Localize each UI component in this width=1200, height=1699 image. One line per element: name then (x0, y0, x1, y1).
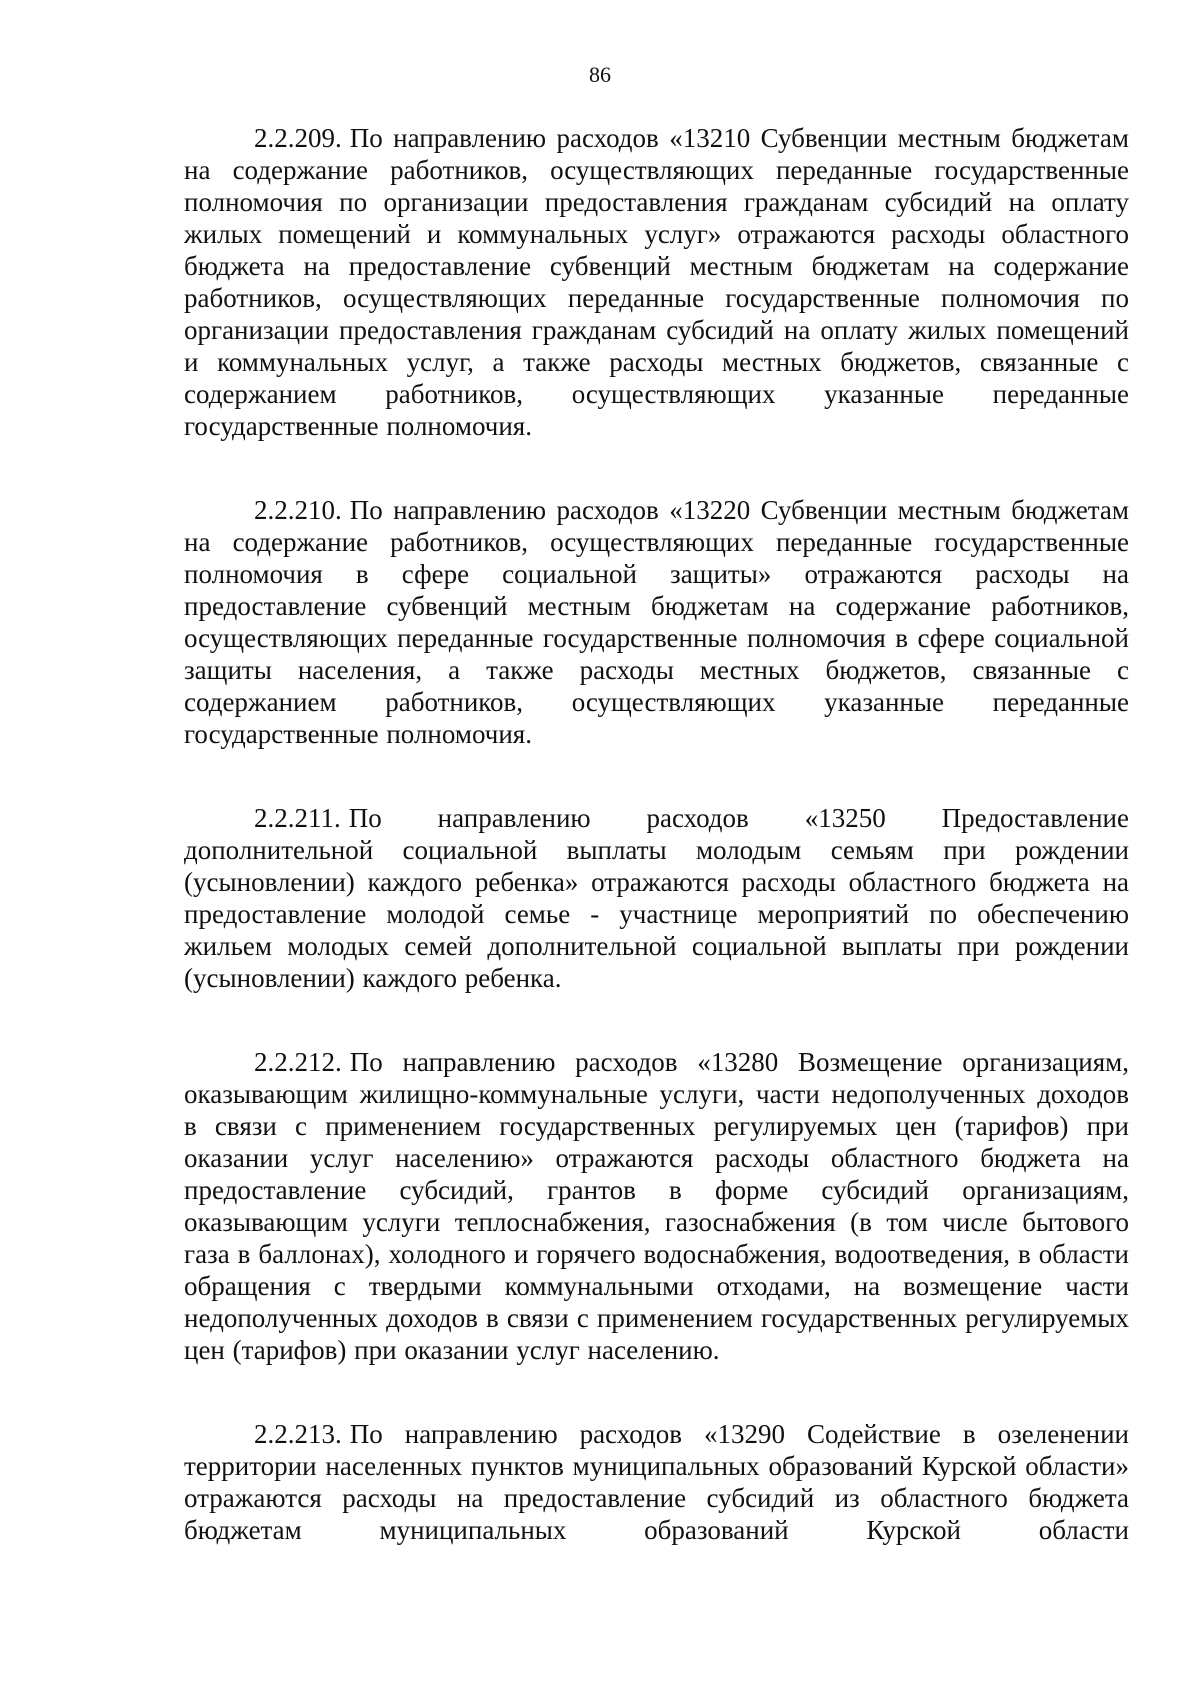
paragraph-2-2-213 (184, 1418, 1129, 1546)
paragraph-text: По направлению расходов «13220 Субвенции местным бюджетам на содержание работников, осуществляющих переданные государственные полномочия в сфере социальной защиты» отражаются расходы на предоставление субвенций местным бюджетам на содержание работников, осуществляющих переданные государственные полномочия в сфере социальной защиты населения, а также расходы местных бюджетов, связанные с содержанием работников, осуществляющих указанные переданные государственные полномочия. (184, 495, 1129, 749)
paragraph-text: По направлению расходов «13210 Субвенции местным бюджетам на содержание работников, осуществляющих переданные государственные полномочия по организации предоставления гражданам субсидий на оплату жилых помещений и коммунальных услуг» отражаются расходы областного бюджета на предоставление субвенций местным бюджетам на содержание работников, осуществляющих переданные государственные полномочия по организации предоставления гражданам субсидий на оплату жилых помещений и коммунальных услуг, а также расходы местных бюджетов, связанные с содержанием работников, осуществляющих указанные переданные государственные полномочия. (184, 123, 1129, 441)
paragraph-text: По направлению расходов «13250 Предоставление дополнительной социальной выплаты молодым семьям при рождении (усыновлении) каждого ребенка» отражаются расходы областного бюджета на предоставление молодой семье - участнице мероприятий по обеспечению жильем молодых семей дополнительной социальной выплаты при рождении (усыновлении) каждого ребенка. (184, 803, 1129, 993)
page-number: 86 (589, 62, 611, 87)
paragraph-number: 2.2.213. (254, 1419, 342, 1449)
paragraph-text: По направлению расходов «13290 Содействие в озеленении территории населенных пунктов муниципальных образований Курской области» отражаются расходы на предоставление субсидий из областного бюджета бюджетам муниципальных образований Курской области (184, 1419, 1129, 1545)
paragraph-2-2-209 (184, 122, 1129, 442)
paragraph-number: 2.2.212. (254, 1047, 342, 1077)
paragraph-text: По направлению расходов «13280 Возмещение организациям, оказывающим жилищно-коммунальные услуги, части недополученных доходов в связи с применением государственных регулируемых цен (тарифов) при оказании услуг населению» отражаются расходы областного бюджета на предоставление субсидий, грантов в форме субсидий организациям, оказывающим услуги теплоснабжения, газоснабжения (в том числе бытового газа в баллонах), холодного и горячего водоснабжения, водоотведения, в области обращения с твердыми коммунальными отходами, на возмещение части недополученных доходов в связи с применением государственных регулируемых цен (тарифов) при оказании услуг населению. (184, 1047, 1129, 1365)
paragraph-number: 2.2.210. (254, 495, 342, 525)
paragraph-2-2-211 (184, 802, 1129, 994)
paragraph-2-2-210 (184, 494, 1129, 750)
paragraph-number: 2.2.209. (254, 123, 342, 153)
paragraph-2-2-212 (184, 1046, 1129, 1366)
document-body (184, 122, 1129, 1598)
paragraph-number: 2.2.211. (254, 803, 341, 833)
